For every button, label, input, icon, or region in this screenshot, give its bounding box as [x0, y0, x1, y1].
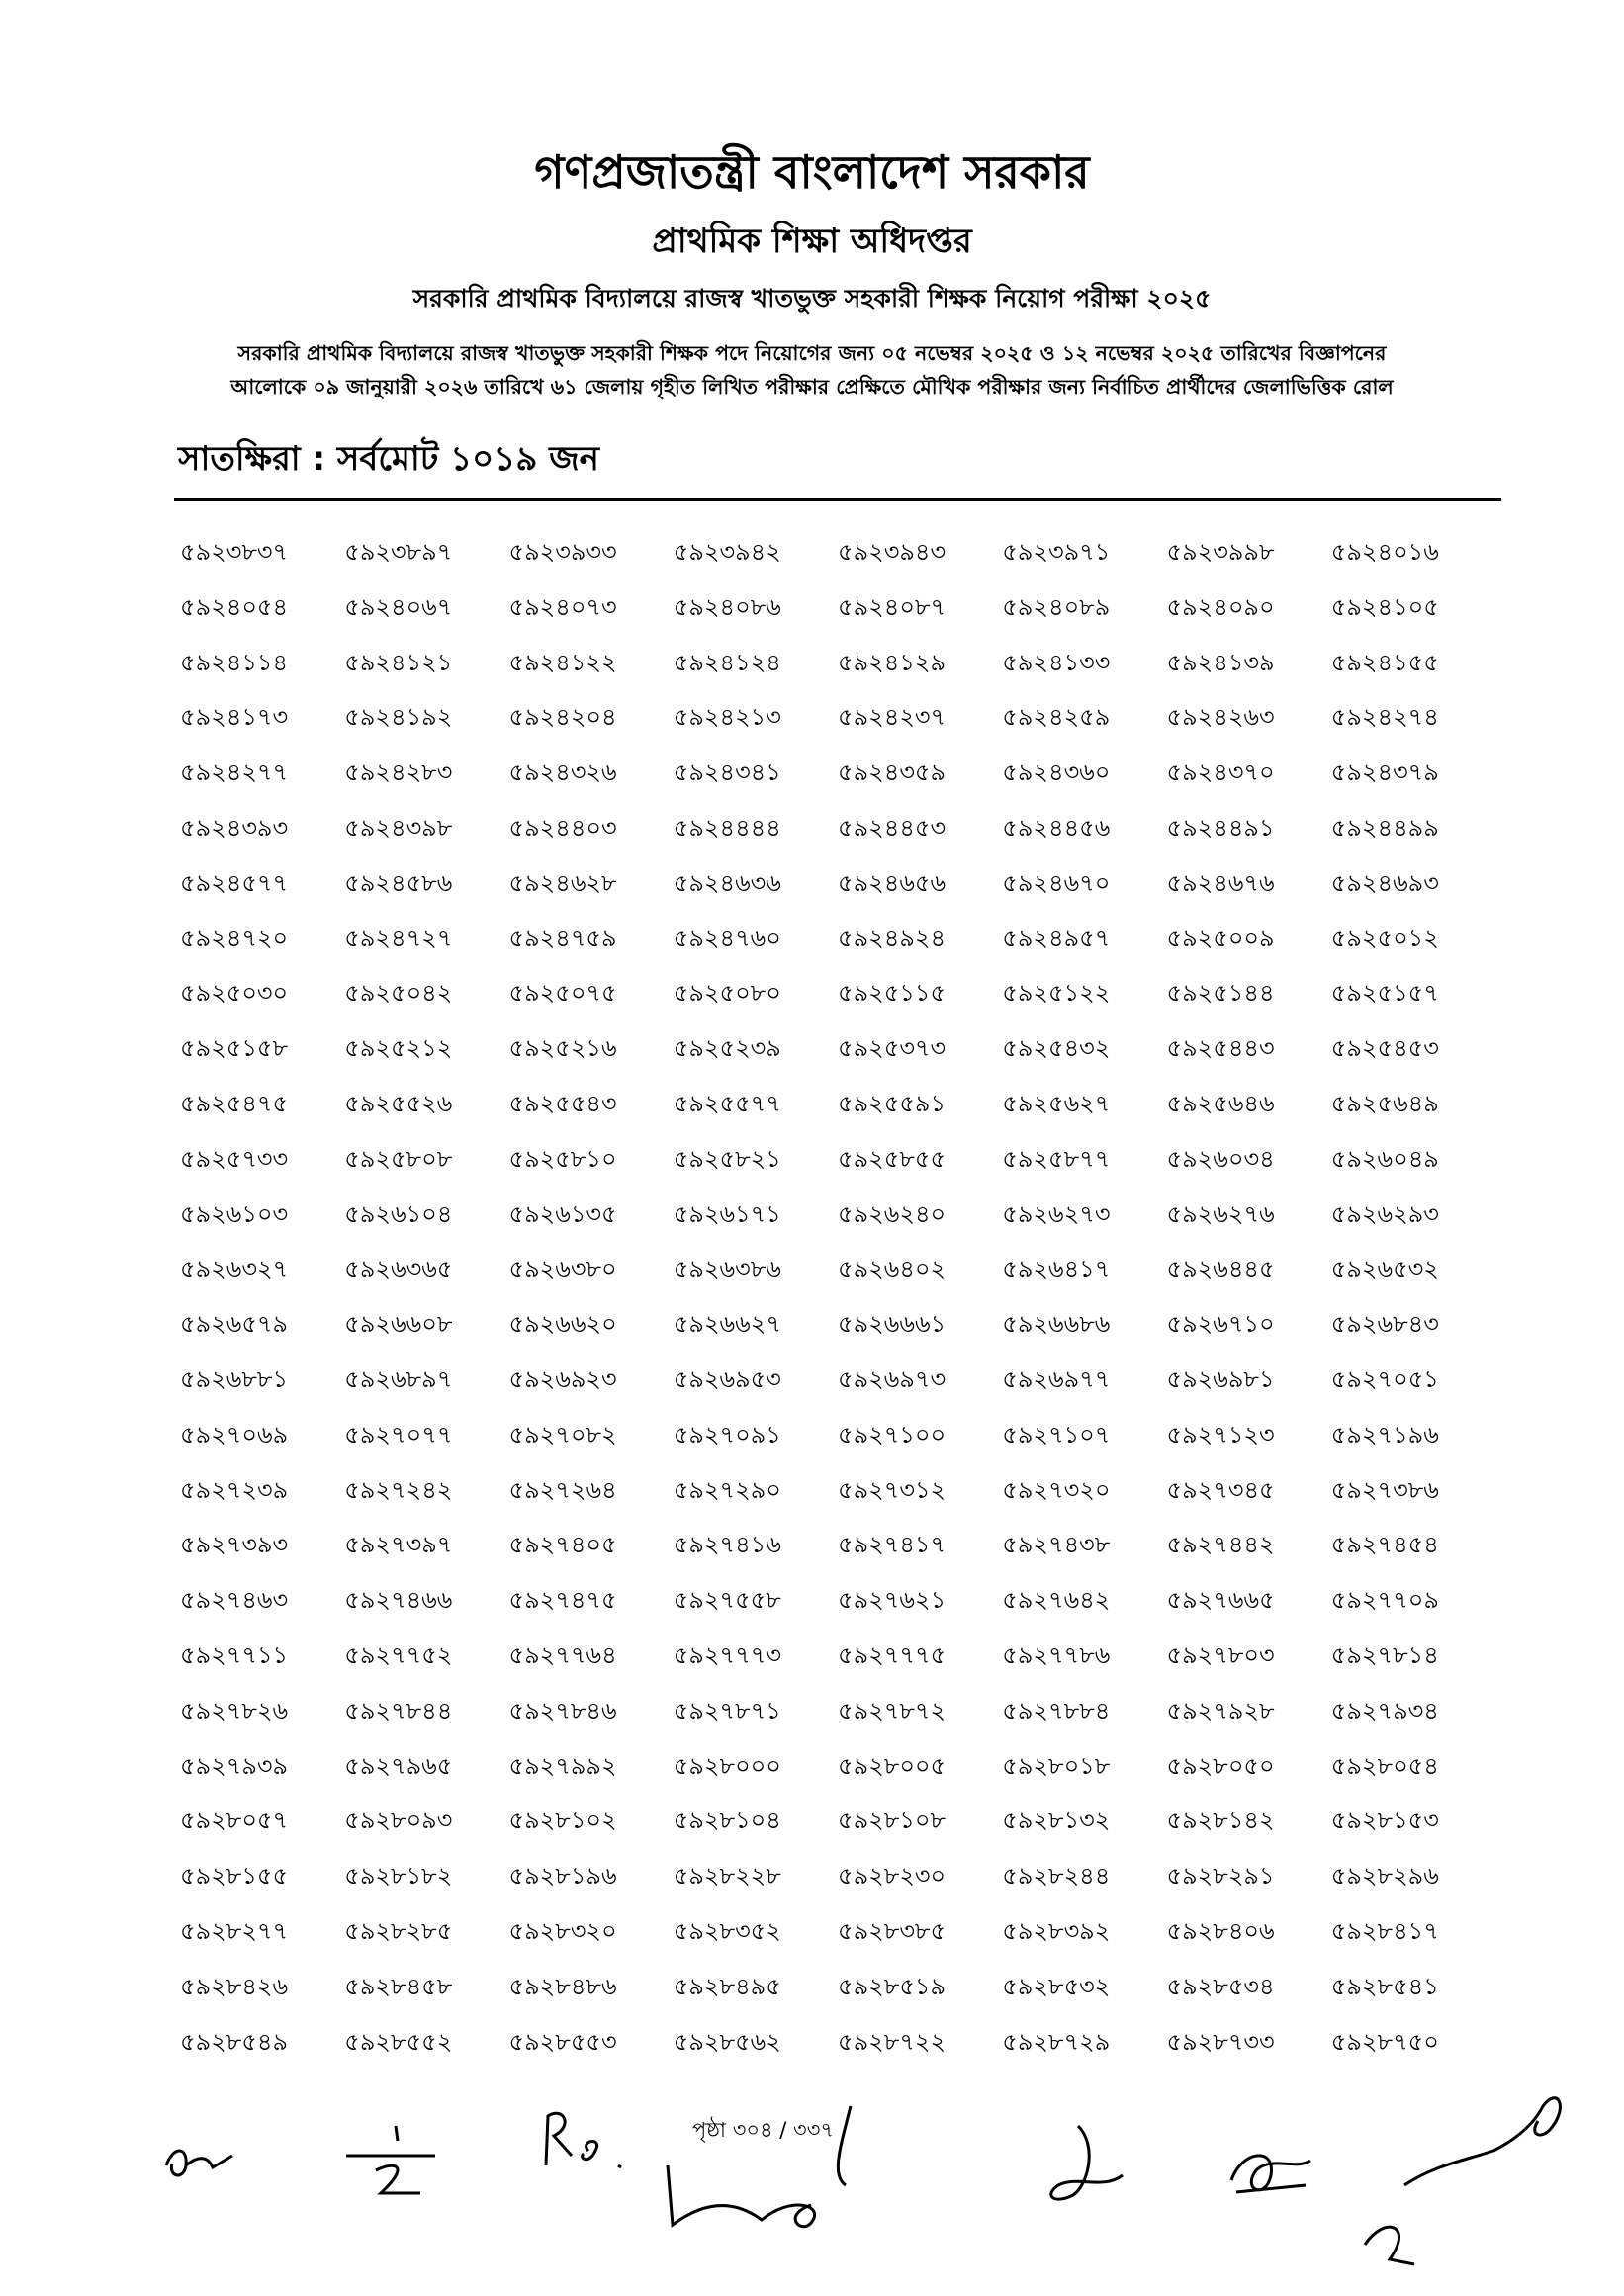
roll-row: [180, 1916, 1495, 1972]
roll-number: ৫৯২৭৬৪২: [1002, 1586, 1111, 1615]
roll-number: ৫৯২৪০১৬: [1330, 538, 1439, 566]
roll-number: ৫৯২৪৬৫৬: [838, 868, 947, 897]
roll-number: ৫৯২৮১৫৫: [180, 1862, 289, 1891]
roll-row: [180, 1861, 1495, 1916]
roll-number: ৫৯২৪৯৫৭: [1002, 924, 1111, 952]
roll-number: ৫৯২৪৪৯১: [1166, 813, 1275, 841]
roll-row: [180, 1972, 1495, 2027]
roll-number: ৫৯২৭৮১৪: [1330, 1640, 1439, 1669]
roll-number: ৫৯২৬৪১৭: [1002, 1255, 1111, 1283]
roll-number: ৫৯২৬৩৮০: [508, 1255, 617, 1283]
roll-number: ৫৯২৮৩৫২: [673, 1916, 781, 1945]
roll-number: ৫৯২৪১৫৫: [1330, 648, 1439, 676]
roll-number: ৫৯২৬৮৮১: [180, 1365, 289, 1393]
roll-number: ৫৯২৪১২৪: [673, 648, 781, 676]
roll-row: [180, 757, 1495, 813]
roll-row: [180, 1530, 1495, 1585]
roll-row: [180, 1751, 1495, 1807]
roll-number: ৫৯২৭৮২৬: [180, 1696, 289, 1724]
roll-row: [180, 1475, 1495, 1531]
roll-number: ৫৯২৭৭৮৬: [1002, 1640, 1111, 1669]
roll-number: ৫৯২৬৯৫৩: [673, 1365, 781, 1393]
roll-number: ৫৯২৪৪৪৪: [673, 813, 781, 841]
roll-number: ৫৯২৭৮৪৬: [508, 1696, 617, 1724]
roll-number: ৫৯২৪১৩৩: [1002, 648, 1111, 676]
roll-row: [180, 1089, 1495, 1144]
roll-number: ৫৯২৮৩৯২: [1002, 1916, 1111, 1945]
roll-number: ৫৯২৩৯৩৩: [508, 538, 617, 566]
roll-number: ৫৯২৭০৬৯: [180, 1420, 289, 1449]
roll-number: ৫৯২৪৩৯৩: [180, 813, 289, 841]
roll-number: ৫৯২৪১৯২: [344, 703, 453, 732]
roll-number: ৫৯২৮০৫৭: [180, 1807, 289, 1835]
roll-number: ৫৯২৭২৬৪: [508, 1475, 617, 1504]
roll-number: ৫৯২৬৮৯৭: [344, 1365, 453, 1393]
roll-number-grid: [180, 537, 1495, 2081]
roll-number: ৫৯২৬১৭১: [673, 1199, 781, 1228]
roll-number: ৫৯২৪৩৫৯: [838, 758, 947, 787]
roll-number: ৫৯২৪১২৯: [838, 648, 947, 676]
roll-number: ৫৯২৭৪১৭: [838, 1531, 947, 1559]
roll-number: ৫৯২৪৬৭০: [1002, 868, 1111, 897]
roll-number: ৫৯২৮২৭৭: [180, 1916, 289, 1945]
roll-number: ৫৯২৮১৪২: [1166, 1807, 1275, 1835]
roll-row: [180, 978, 1495, 1033]
roll-number: ৫৯২৪২১৩: [673, 703, 781, 732]
signature-5: [1029, 2116, 1137, 2225]
roll-number: ৫৯২৮০৫০: [1166, 1751, 1275, 1780]
directorate-title: প্রাথমিক শিক্ষা অধিদপ্তর: [652, 221, 972, 261]
roll-row: [180, 868, 1495, 924]
roll-number: ৫৯২৭০৭৭: [344, 1420, 453, 1449]
roll-row: [180, 2027, 1495, 2082]
roll-number: ৫৯২৭০৮২: [508, 1420, 617, 1449]
roll-number: ৫৯২৭৬৬৫: [1166, 1586, 1275, 1615]
roll-number: ৫৯২৭৪৫৪: [1330, 1531, 1439, 1559]
roll-row: [180, 1585, 1495, 1640]
roll-number: ৫৯২৫০০৯: [1166, 924, 1275, 952]
roll-number: ৫৯২৬৯২৩: [508, 1365, 617, 1393]
roll-number: ৫৯২৭২৯০: [673, 1475, 781, 1504]
roll-number: ৫৯২৪৩৪১: [673, 758, 781, 787]
roll-number: ৫৯২৫৪৩২: [1002, 1034, 1111, 1063]
roll-number: ৫৯২৮০১৮: [1002, 1751, 1111, 1780]
roll-number: ৫৯২৬১০৩: [180, 1199, 289, 1228]
roll-number: ৫৯২৫৮২১: [673, 1144, 781, 1173]
signature-7: [1345, 2067, 1582, 2284]
roll-number: ৫৯২৪২৩৭: [838, 703, 947, 732]
roll-number: ৫৯২৬৯৭৭: [1002, 1365, 1111, 1393]
roll-number: ৫৯২৮১৩২: [1002, 1807, 1111, 1835]
roll-number: ৫৯২৮৫৬২: [673, 2027, 781, 2056]
roll-number: ৫৯২৮০৫৪: [1330, 1751, 1439, 1780]
roll-number: ৫৯২৬৬২০: [508, 1310, 617, 1339]
roll-number: ৫৯২৫৮০৮: [344, 1144, 453, 1173]
roll-number: ৫৯২৭২৪২: [344, 1475, 453, 1504]
roll-number: ৫৯২৮২৩০: [838, 1862, 947, 1891]
roll-number: ৫৯২৮৫৫৩: [508, 2027, 617, 2056]
roll-number: ৫৯২৪৪৯৯: [1330, 813, 1439, 841]
signature-4: [653, 2086, 910, 2235]
roll-number: ৫৯২৬০৪৯: [1330, 1144, 1439, 1173]
roll-number: ৫৯২৬২৯৩: [1330, 1199, 1439, 1228]
roll-number: ৫৯২৪৯২৪: [838, 924, 947, 952]
roll-number: ৫৯২৬৮৪৩: [1330, 1310, 1439, 1339]
roll-number: ৫৯২৫৮১০: [508, 1144, 617, 1173]
roll-number: ৫৯২৫০১২: [1330, 924, 1439, 952]
roll-number: ৫৯২৮১৯৬: [508, 1862, 617, 1891]
government-title: গণপ্রজাতন্ত্রী বাংলাদেশ সরকার: [534, 145, 1090, 199]
roll-number: ৫৯২৭০৫১: [1330, 1365, 1439, 1393]
roll-number: ৫৯২৮১০২: [508, 1807, 617, 1835]
roll-row: [180, 813, 1495, 868]
roll-row: [180, 592, 1495, 648]
description-line-2: আলোকে ০৯ জানুয়ারী ২০২৬ তারিখে ৬১ জেলায় গৃহীত লিখিত পরীক্ষার প্রেক্ষিতে মৌখিক পরীক্ষার জন্য নির্বাচিত প্রার্থীদের জেলাভিত্তিক রোল: [230, 375, 1394, 398]
roll-row: [180, 1199, 1495, 1255]
roll-number: ৫৯২৮৪৫৮: [344, 1972, 453, 2000]
signature-1: [158, 2126, 247, 2195]
roll-number: ৫৯২৪১১৪: [180, 648, 289, 676]
description-line-1: সরকারি প্রাথমিক বিদ্যালয়ে রাজস্ব খাতভুক্ত সহকারী শিক্ষক পদে নিয়োগের জন্য ০৫ নভেম্বর ২০২৫ ও ১২ নভেম্বর ২০২৫ তারিখের বিজ্ঞাপনের: [237, 341, 1387, 365]
roll-number: ৫৯২৫৫২৬: [344, 1089, 453, 1117]
roll-number: ৫৯২৮১৫৩: [1330, 1807, 1439, 1835]
roll-row: [180, 537, 1495, 592]
roll-number: ৫৯২৭৪০৫: [508, 1531, 617, 1559]
heading-divider: [174, 498, 1501, 501]
roll-number: ৫৯২৭৮৭২: [838, 1696, 947, 1724]
roll-number: ৫৯২৭৯৩৪: [1330, 1696, 1439, 1724]
roll-number: ৫৯২৮৫৪৯: [180, 2027, 289, 2056]
roll-number: ৫৯২৪২০৪: [508, 703, 617, 732]
roll-number: ৫৯২৫১৪৪: [1166, 979, 1275, 1008]
roll-number: ৫৯২৫১২২: [1002, 979, 1111, 1008]
roll-number: ৫৯২৭২৩৯: [180, 1475, 289, 1504]
signature-6: [1217, 2131, 1325, 2210]
roll-number: ৫৯২৭৩৮৬: [1330, 1475, 1439, 1504]
roll-number: ৫৯২৭৮৪৪: [344, 1696, 453, 1724]
roll-number: ৫৯২৩৮৯৭: [344, 538, 453, 566]
roll-number: ৫৯২৪৬৭৬: [1166, 868, 1275, 897]
roll-number: ৫৯২৬৬২৭: [673, 1310, 781, 1339]
roll-number: ৫৯২৮০৯৩: [344, 1807, 453, 1835]
roll-number: ৫৯২৫১৫৭: [1330, 979, 1439, 1008]
roll-number: ৫৯২৭৩৯৩: [180, 1531, 289, 1559]
roll-number: ৫৯২৬৭১০: [1166, 1310, 1275, 1339]
roll-number: ৫৯২৪৭২০: [180, 924, 289, 952]
roll-row: [180, 1696, 1495, 1751]
roll-number: ৫৯২৪৩৭০: [1166, 758, 1275, 787]
roll-number: ৫৯২৭১০০: [838, 1420, 947, 1449]
notice-description: [148, 336, 1476, 403]
roll-number: ৫৯২৭৭৬৪: [508, 1640, 617, 1669]
roll-number: ৫৯২৩৯৭১: [1002, 538, 1111, 566]
roll-number: ৫৯২৭৭৭৩: [673, 1640, 781, 1669]
roll-number: ৫৯২৪০৫৪: [180, 592, 289, 621]
roll-row: [180, 648, 1495, 703]
roll-number: ৫৯২৭১০৭: [1002, 1420, 1111, 1449]
roll-number: ৫৯২৪৬৩৬: [673, 868, 781, 897]
roll-number: ৫৯২৪৫৭৭: [180, 868, 289, 897]
roll-number: ৫৯২৫৮৭৭: [1002, 1144, 1111, 1173]
roll-row: [180, 1640, 1495, 1696]
exam-title: সরকারি প্রাথমিক বিদ্যালয়ে রাজস্ব খাতভুক্ত সহকারী শিক্ষক নিয়োগ পরীক্ষা ২০২৫: [412, 284, 1212, 312]
roll-number: ৫৯২৭৪৬৩: [180, 1586, 289, 1615]
roll-number: ৫৯২৬১০৪: [344, 1199, 453, 1228]
roll-number: ৫৯২৫৭৩৩: [180, 1144, 289, 1173]
roll-number: ৫৯২৬৫৭৯: [180, 1310, 289, 1339]
roll-number: ৫৯২৭১৯৬: [1330, 1420, 1439, 1449]
roll-number: ৫৯২৫০৭৫: [508, 979, 617, 1008]
roll-number: ৫৯২৭৩১২: [838, 1475, 947, 1504]
roll-number: ৫৯২৬৬৬১: [838, 1310, 947, 1339]
roll-number: ৫৯২৪৭২৭: [344, 924, 453, 952]
roll-number: ৫৯২৫৬৪৬: [1166, 1089, 1275, 1117]
roll-number: ৫৯২৪০৭৩: [508, 592, 617, 621]
roll-number: ৫৯২৭৯৩৯: [180, 1751, 289, 1780]
roll-number: ৫৯২৮২৪৪: [1002, 1862, 1111, 1891]
roll-number: ৫৯২৭৪৪২: [1166, 1531, 1275, 1559]
roll-number: ৫৯২৪৪৫৩: [838, 813, 947, 841]
roll-number: ৫৯২৭৮৮৪: [1002, 1696, 1111, 1724]
roll-number: ৫৯২৭৪১৬: [673, 1531, 781, 1559]
roll-row: [180, 1144, 1495, 1199]
roll-number: ৫৯২৬৯৮১: [1166, 1365, 1275, 1393]
roll-number: ৫৯২৪২৫৯: [1002, 703, 1111, 732]
roll-number: ৫৯২৭৭০৯: [1330, 1586, 1439, 1615]
roll-number: ৫৯২৫১৫৮: [180, 1034, 289, 1063]
roll-number: ৫৯২৮৪০৬: [1166, 1916, 1275, 1945]
roll-number: ৫৯২৪৭৫৯: [508, 924, 617, 952]
roll-number: ৫৯২৪১৭৩: [180, 703, 289, 732]
roll-number: ৫৯২৫৬৪৯: [1330, 1089, 1439, 1117]
roll-number: ৫৯২৮৪৯৫: [673, 1972, 781, 2000]
roll-number: ৫৯২৫৮৫৫: [838, 1144, 947, 1173]
roll-number: ৫৯২৪২৮৩: [344, 758, 453, 787]
roll-number: ৫৯২৪০৮৭: [838, 592, 947, 621]
roll-number: ৫৯২৫২১২: [344, 1034, 453, 1063]
roll-row: [180, 924, 1495, 979]
roll-number: ৫৯২৭৯২৮: [1166, 1696, 1275, 1724]
roll-number: ৫৯২৪২৭৪: [1330, 703, 1439, 732]
roll-number: ৫৯২৩৯৪২: [673, 538, 781, 566]
roll-number: ৫৯২৮৫৫২: [344, 2027, 453, 2056]
roll-number: ৫৯২৫২৩৯: [673, 1034, 781, 1063]
roll-number: ৫৯২৪৬২৮: [508, 868, 617, 897]
roll-number: ৫৯২৬৩৮৬: [673, 1255, 781, 1283]
roll-number: ৫৯২৬২৪০: [838, 1199, 947, 1228]
roll-number: ৫৯২৬২৭৩: [1002, 1199, 1111, 1228]
roll-number: ৫৯২৪৩৭৯: [1330, 758, 1439, 787]
roll-number: ৫৯২৮১০৪: [673, 1807, 781, 1835]
roll-number: ৫৯২৭৪৭৫: [508, 1586, 617, 1615]
roll-number: ৫৯২৭৯৬৫: [344, 1751, 453, 1780]
roll-number: ৫৯২৭৮০৩: [1166, 1640, 1275, 1669]
roll-number: ৫৯২৫৫৪৩: [508, 1089, 617, 1117]
roll-number: ৫৯২৭৬২১: [838, 1586, 947, 1615]
signature-3: [534, 2096, 643, 2185]
roll-number: ৫৯২৬৫৩২: [1330, 1255, 1439, 1283]
roll-number: ৫৯২৫৪৪৩: [1166, 1034, 1275, 1063]
roll-number: ৫৯২৮০০৫: [838, 1751, 947, 1780]
roll-number: ৫৯২৬৯৭৩: [838, 1365, 947, 1393]
roll-number: ৫৯২৪২৭৭: [180, 758, 289, 787]
roll-number: ৫৯২৬১৩৫: [508, 1199, 617, 1228]
roll-number: ৫৯২৪১৩৯: [1166, 648, 1275, 676]
roll-number: ৫৯২৩৯৯৮: [1166, 538, 1275, 566]
roll-number: ৫৯২৮৫১৯: [838, 1972, 947, 2000]
roll-number: ৫৯২৬৬৮৬: [1002, 1310, 1111, 1339]
roll-number: ৫৯২৭০৯১: [673, 1420, 781, 1449]
roll-row: [180, 1420, 1495, 1475]
roll-number: ৫৯২৭৮৭১: [673, 1696, 781, 1724]
roll-number: ৫৯২৩৮৩৭: [180, 538, 289, 566]
roll-number: ৫৯২৮৭২২: [838, 2027, 947, 2056]
roll-number: ৫৯২৪৬৯৩: [1330, 868, 1439, 897]
roll-number: ৫৯২৫৪৭৫: [180, 1089, 289, 1117]
roll-number: ৫৯২৪১২২: [508, 648, 617, 676]
roll-number: ৫৯২৮৫৩২: [1002, 1972, 1111, 2000]
roll-number: ৫৯২৬২৭৬: [1166, 1199, 1275, 1228]
roll-number: ৫৯২৬৬০৮: [344, 1310, 453, 1339]
roll-number: ৫৯২৮৪২৬: [180, 1972, 289, 2000]
roll-number: ৫৯২৮০০০: [673, 1751, 781, 1780]
roll-number: ৫৯২৭১২৩: [1166, 1420, 1275, 1449]
roll-number: ৫৯২৭৫৫৮: [673, 1586, 781, 1615]
roll-number: ৫৯২৫০৮০: [673, 979, 781, 1008]
roll-number: ৫৯২৮২৯৬: [1330, 1862, 1439, 1891]
roll-number: ৫৯২৮৫৪১: [1330, 1972, 1439, 2000]
roll-number: ৫৯২৮২২৮: [673, 1862, 781, 1891]
roll-number: ৫৯২৩৯৪৩: [838, 538, 947, 566]
roll-number: ৫৯২৪৫৮৬: [344, 868, 453, 897]
roll-number: ৫৯২৭৩৯৭: [344, 1531, 453, 1559]
roll-number: ৫৯২৭৩২০: [1002, 1475, 1111, 1504]
roll-number: ৫৯২৫০৩০: [180, 979, 289, 1008]
roll-row: [180, 1254, 1495, 1309]
roll-number: ৫৯২৮৭৩৩: [1166, 2027, 1275, 2056]
roll-number: ৫৯২৬৩২৭: [180, 1255, 289, 1283]
page-number: পৃষ্ঠা ৩০৪ / ৩৩৭: [692, 2118, 835, 2142]
roll-number: ৫৯২৮৩৮৫: [838, 1916, 947, 1945]
roll-number: ৫৯২৭৪৩৮: [1002, 1531, 1111, 1559]
roll-number: ৫৯২৪০৬৭: [344, 592, 453, 621]
roll-number: ৫৯২৬৪০২: [838, 1255, 947, 1283]
roll-number: ৫৯২৮২৮৫: [344, 1916, 453, 1945]
roll-row: [180, 702, 1495, 757]
roll-number: ৫৯২৪০৮৯: [1002, 592, 1111, 621]
roll-number: ৫৯২৫২১৬: [508, 1034, 617, 1063]
roll-number: ৫৯২৮২৯১: [1166, 1862, 1275, 1891]
roll-number: ৫৯২৪৪০৩: [508, 813, 617, 841]
roll-number: ৫৯২৪০৯০: [1166, 592, 1275, 621]
roll-number: ৫৯২৫৬২৭: [1002, 1089, 1111, 1117]
roll-number: ৫৯২৮৪৮৬: [508, 1972, 617, 2000]
roll-number: ৫৯২৭৯৯২: [508, 1751, 617, 1780]
roll-number: ৫৯২৫৫৭৭: [673, 1089, 781, 1117]
roll-number: ৫৯২৭৩৪৫: [1166, 1475, 1275, 1504]
roll-row: [180, 1806, 1495, 1861]
district-heading: সাতক্ষিরা : সর্বমোট ১০১৯ জন: [178, 439, 599, 479]
roll-number: ৫৯২৪৪৫৬: [1002, 813, 1111, 841]
roll-number: ৫৯২৬৪৪৫: [1166, 1255, 1275, 1283]
roll-row: [180, 1309, 1495, 1365]
roll-number: ৫৯২৫৩৭৩: [838, 1034, 947, 1063]
roll-number: ৫৯২৫০৪২: [344, 979, 453, 1008]
roll-number: ৫৯২৪৩৯৮: [344, 813, 453, 841]
roll-number: ৫৯২৪৩২৬: [508, 758, 617, 787]
roll-number: ৫৯২৪১২১: [344, 648, 453, 676]
roll-number: ৫৯২৫৪৫৩: [1330, 1034, 1439, 1063]
roll-number: ৫৯২৮১০৮: [838, 1807, 947, 1835]
roll-number: ৫৯২৮৩২০: [508, 1916, 617, 1945]
roll-number: ৫৯২৫১১৫: [838, 979, 947, 1008]
roll-number: ৫৯২৮৪১৭: [1330, 1916, 1439, 1945]
roll-number: ৫৯২৭৭৫২: [344, 1640, 453, 1669]
roll-number: ৫৯২৭৭১১: [180, 1640, 289, 1669]
roll-number: ৫৯২৮১৮২: [344, 1862, 453, 1891]
roll-row: [180, 1033, 1495, 1089]
roll-number: ৫৯২৬৩৬৫: [344, 1255, 453, 1283]
roll-number: ৫৯২৬০৩৪: [1166, 1144, 1275, 1173]
roll-number: ৫৯২৪৩৬০: [1002, 758, 1111, 787]
roll-number: ৫৯২৮৭২৯: [1002, 2027, 1111, 2056]
roll-number: ৫৯২৪০৮৬: [673, 592, 781, 621]
roll-number: ৫৯২৫৫৯১: [838, 1089, 947, 1117]
roll-number: ৫৯২৪৭৬০: [673, 924, 781, 952]
roll-number: ৫৯২৮৭৫০: [1330, 2027, 1439, 2056]
roll-number: ৫৯২৪১০৫: [1330, 592, 1439, 621]
signature-2: [336, 2116, 445, 2205]
roll-row: [180, 1365, 1495, 1420]
roll-number: ৫৯২৭৭৭৫: [838, 1640, 947, 1669]
roll-number: ৫৯২৮৫৩৪: [1166, 1972, 1275, 2000]
roll-number: ৫৯২৪২৬৩: [1166, 703, 1275, 732]
roll-number: ৫৯২৭৪৬৬: [344, 1586, 453, 1615]
